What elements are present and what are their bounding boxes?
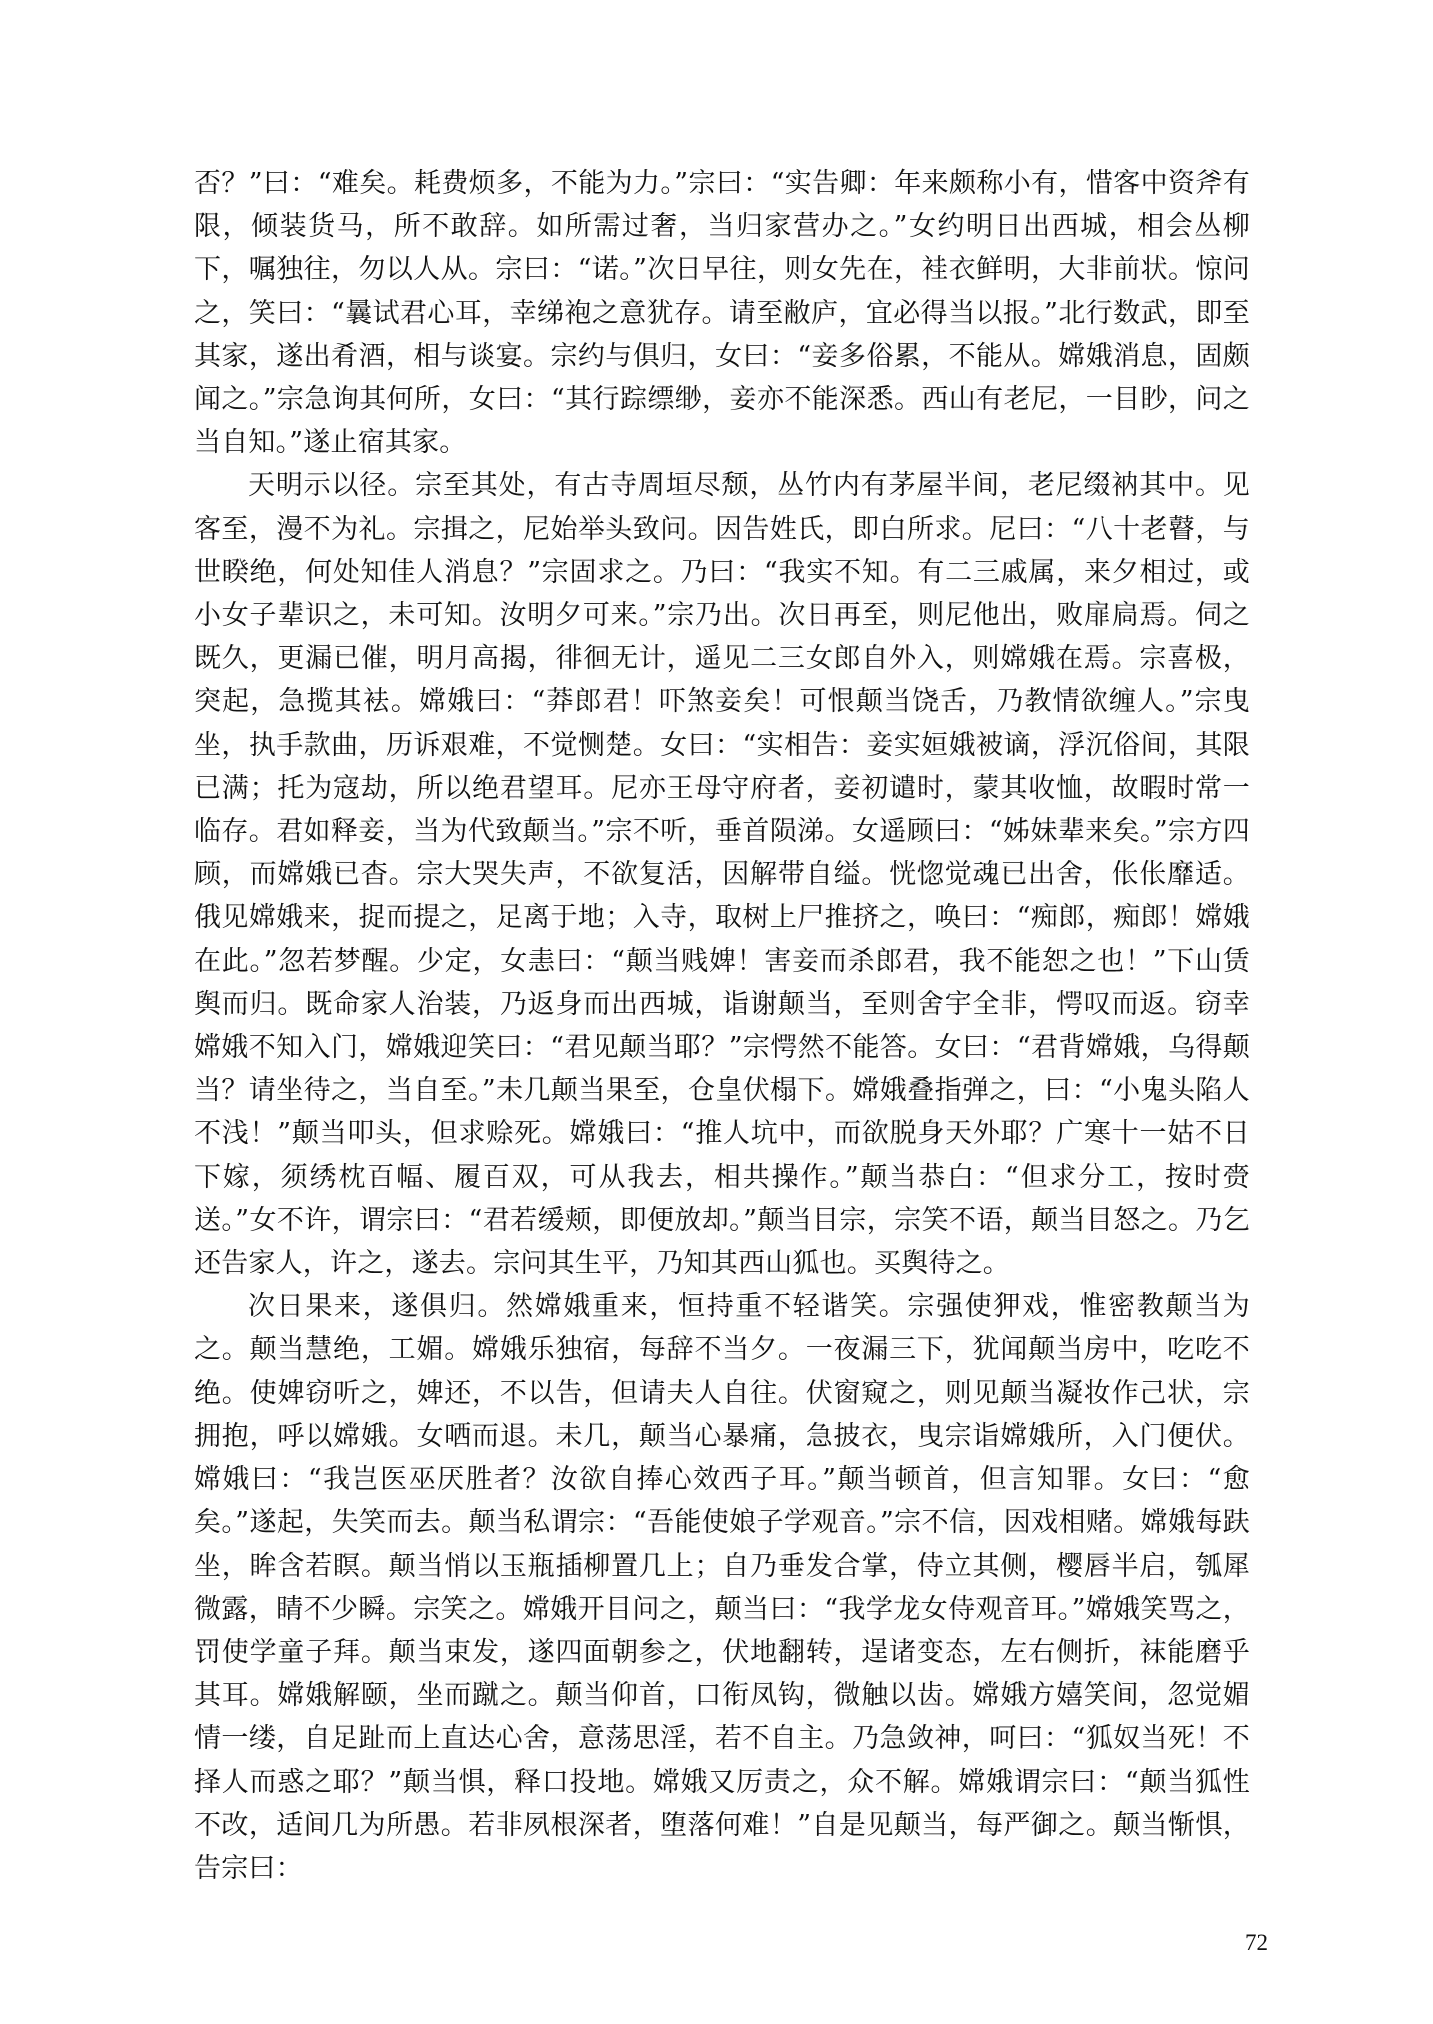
paragraph-3: 次日果来，遂俱归。然嫦娥重来，恒持重不轻谐笑。宗强使狎戏，惟密教颠当为之。颠当慧绝，工媚。嫦娥乐独宿，每辞不当夕。一夜漏三下，犹闻颠当房中，吃吃不绝。使婢窃听之，婢还，不以告，但请夫人自往。伏窗窥之，则见颠当凝妆作己状，宗拥抱，呼以嫦娥。女哂而退。未几，颠当心暴痛，急披衣，曳宗诣嫦娥所，入门便伏。嫦娥曰：“我岂医巫厌胜者？汝欲自捧心效西子耳。”颠当顿首，但言知罪。女曰：“愈矣。”遂起，失笑而去。颠当私谓宗：“吾能使娘子学观音。”宗不信，因戏相赌。嫦娥每趺坐，眸含若瞑。颠当悄以玉瓶插柳置几上；自乃垂发合掌，侍立其侧，樱唇半启，瓠犀微露，睛不少瞬。宗笑之。嫦娥开目问之，颠当曰：“我学龙女侍观音耳。”嫦娥笑骂之，罚使学童子拜。颠当束发，遂四面朝参之，伏地翻转，逞诸变态，左右侧折，袜能磨乎其耳。嫦娥解颐，坐而蹴之。颠当仰首，口衔凤钩，微触以齿。嫦娥方嬉笑间，忽觉媚情一缕，自足趾而上直达心舍，意荡思淫，若不自主。乃急敛神，呵曰：“狐奴当死！不择人而惑之耶？”颠当惧，释口投地。嫦娥又厉责之，众不解。嫦娥谓宗曰：“颠当狐性不改，适间几为所愚。若非夙根深者，堕落何难！”自是见颠当，每严御之。颠当惭惧，告宗曰： xyxy=(194,1291,1250,1884)
page-number: 72 xyxy=(1245,1930,1268,1955)
paragraph-2: 天明示以径。宗至其处，有古寺周垣尽颓，丛竹内有茅屋半间，老尼缀衲其中。见客至，漫不为礼。宗揖之，尼始举头致问。因告姓氏，即白所求。尼曰：“八十老瞽，与世睽绝，何处知佳人消息？”宗固求之。乃曰：“我实不知。有二三戚属，来夕相过，或小女子辈识之，未可知。汝明夕可来。”宗乃出。次日再至，则尼他出，败扉扃焉。伺之既久，更漏已催，明月高揭，徘徊无计，遥见二三女郎自外入，则嫦娥在焉。宗喜极，突起，急揽其袪。嫦娥曰：“莽郎君！吓煞妾矣！可恨颠当饶舌，乃教情欲缠人。”宗曳坐，执手款曲，历诉艰难，不觉恻楚。女曰：“实相告：妾实姮娥被谪，浮沉俗间，其限已满；托为寇劫，所以绝君望耳。尼亦王母守府者，妾初谴时，蒙其收恤，故暇时常一临存。君如释妾，当为代致颠当。”宗不听，垂首陨涕。女遥顾曰：“姊妹辈来矣。”宗方四顾，而嫦娥已杳。宗大哭失声，不欲复活，因解带自缢。恍惚觉魂已出舍，伥伥靡适。俄见嫦娥来，捉而提之，足离于地；入寺，取树上尸推挤之，唤曰：“痴郎，痴郎！嫦娥在此。”忽若梦醒。少定，女恚曰：“颠当贱婢！害妾而杀郎君，我不能恕之也！”下山赁舆而归。既命家人治装，乃返身而出西城，诣谢颠当，至则舍宇全非，愕叹而返。窃幸嫦娥不知入门，嫦娥迎笑曰：“君见颠当耶？”宗愕然不能答。女曰：“君背嫦娥，乌得颠当？请坐待之，当自至。”未几颠当果至，仓皇伏榻下。嫦娥叠指弹之，曰：“小鬼头陷人不浅！”颠当叩头，但求赊死。嫦娥曰：“推人坑中，而欲脱身天外耶？广寒十一姑不日下嫁，须绣枕百幅、履百双，可从我去，相共操作。”颠当恭白：“但求分工，按时赍送。”女不许，谓宗曰：“君若缓颊，即便放却。”颠当目宗，宗笑不语，颠当目怒之。乃乞还告家人，许之，遂去。宗问其生平，乃知其西山狐也。买舆待之。 xyxy=(194,470,1250,1280)
body-text xyxy=(194,162,1250,1890)
paragraph-1: 否？”曰：“难矣。耗费烦多，不能为力。”宗曰：“实告卿：年来颇称小有，惜客中资斧有限，倾装货马，所不敢辞。如所需过奢，当归家营办之。”女约明日出西城，相会丛柳下，嘱独往，勿以人从。宗曰：“诺。”次日早往，则女先在，袿衣鲜明，大非前状。惊问之，笑曰：“曩试君心耳，幸绨袍之意犹存。请至敝庐，宜必得当以报。”北行数武，即至其家，遂出肴酒，相与谈宴。宗约与俱归，女曰：“妾多俗累，不能从。嫦娥消息，固颇闻之。”宗急询其何所，女曰：“其行踪缥缈，妾亦不能深悉。西山有老尼，一目眇，问之当自知。”遂止宿其家。 xyxy=(194,168,1250,459)
